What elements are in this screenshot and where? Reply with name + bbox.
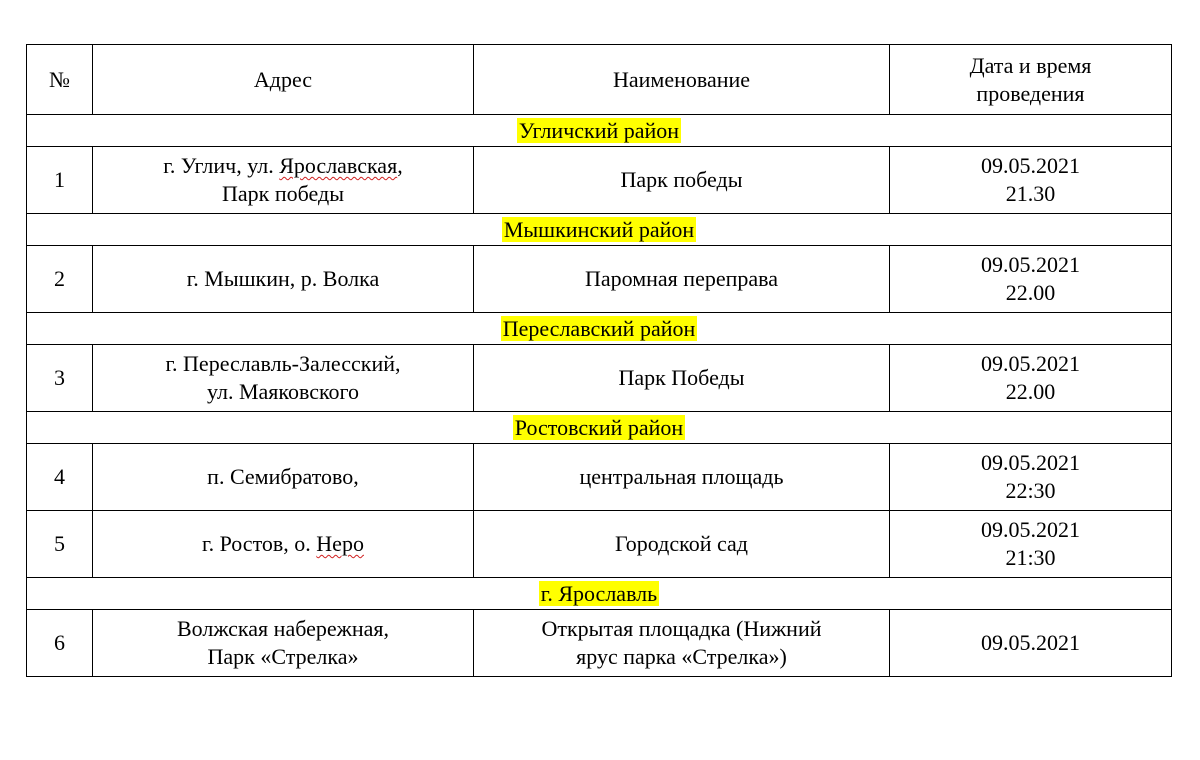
- section-title-cell: [27, 578, 1172, 610]
- row-address: [93, 345, 474, 412]
- row-time: 22:30: [1005, 478, 1056, 503]
- table-row: [27, 147, 1172, 214]
- section-row: [27, 313, 1172, 345]
- section-title: г. Ярославль: [540, 580, 658, 606]
- row-datetime: [890, 444, 1172, 511]
- section-title-cell: [27, 412, 1172, 444]
- row-date: 09.05.2021: [981, 252, 1080, 277]
- row-num: 3: [27, 345, 93, 412]
- header-name: Наименование: [474, 45, 890, 115]
- header-address: Адрес: [93, 45, 474, 115]
- row-num: 6: [27, 610, 93, 677]
- section-row: [27, 214, 1172, 246]
- row-address-line2: ул. Маяковского: [206, 379, 360, 404]
- row-name: Парк победы: [474, 147, 890, 214]
- row-datetime: [890, 610, 1172, 677]
- row-date: 09.05.2021: [981, 450, 1080, 475]
- header-num: №: [27, 45, 93, 115]
- row-name: Городской сад: [474, 511, 890, 578]
- row-num: 1: [27, 147, 93, 214]
- row-date: 09.05.2021: [981, 630, 1080, 655]
- row-name-line2: ярус парка «Стрелка»): [576, 644, 787, 669]
- row-datetime: [890, 147, 1172, 214]
- row-name-line1: Открытая площадка (Нижний: [541, 616, 822, 641]
- row-time: 22.00: [1005, 280, 1056, 305]
- row-datetime: [890, 246, 1172, 313]
- row-address: г. Мышкин, р. Волка: [93, 246, 474, 313]
- row-address-line2: Парк «Стрелка»: [207, 644, 359, 669]
- events-table: [26, 44, 1172, 677]
- row-datetime: [890, 345, 1172, 412]
- header-datetime: [890, 45, 1172, 115]
- row-address: [93, 610, 474, 677]
- section-title-cell: [27, 214, 1172, 246]
- section-title: Ростовский район: [514, 414, 684, 440]
- row-time: 21.30: [1005, 181, 1056, 206]
- section-row: [27, 412, 1172, 444]
- table-row: [27, 610, 1172, 677]
- section-row: [27, 578, 1172, 610]
- row-address-line1: г. Углич, ул. Ярославская,: [163, 153, 403, 178]
- header-row: [27, 45, 1172, 115]
- row-date: 09.05.2021: [981, 517, 1080, 542]
- row-datetime: [890, 511, 1172, 578]
- section-title-cell: [27, 313, 1172, 345]
- spellcheck-word: Ярославская: [279, 153, 398, 178]
- row-name: центральная площадь: [474, 444, 890, 511]
- spellcheck-word: Неро: [316, 531, 364, 556]
- header-datetime-line2: проведения: [976, 80, 1085, 106]
- row-address-line1: Волжская набережная,: [177, 616, 389, 641]
- row-address-prefix: г. Ростов, о.: [202, 531, 317, 556]
- section-title: Переславский район: [502, 315, 696, 341]
- row-num: 5: [27, 511, 93, 578]
- row-num: 2: [27, 246, 93, 313]
- row-address: [93, 147, 474, 214]
- row-name: [474, 610, 890, 677]
- section-row: [27, 115, 1172, 147]
- row-address: [93, 511, 474, 578]
- table-row: [27, 345, 1172, 412]
- row-address-line1: г. Переславль-Залесский,: [165, 351, 401, 376]
- row-name: Парк Победы: [474, 345, 890, 412]
- section-title-cell: [27, 115, 1172, 147]
- row-name: Паромная переправа: [474, 246, 890, 313]
- section-title: Мышкинский район: [503, 216, 695, 242]
- section-title: Угличский район: [518, 117, 680, 143]
- row-address-line2: Парк победы: [222, 181, 344, 206]
- table-row: [27, 511, 1172, 578]
- table-row: [27, 246, 1172, 313]
- row-time: 22.00: [1005, 379, 1056, 404]
- row-address: п. Семибратово,: [93, 444, 474, 511]
- row-num: 4: [27, 444, 93, 511]
- table-row: [27, 444, 1172, 511]
- header-datetime-line1: Дата и время: [969, 52, 1092, 78]
- row-date: 09.05.2021: [981, 153, 1080, 178]
- row-time: 21:30: [1005, 545, 1056, 570]
- row-date: 09.05.2021: [981, 351, 1080, 376]
